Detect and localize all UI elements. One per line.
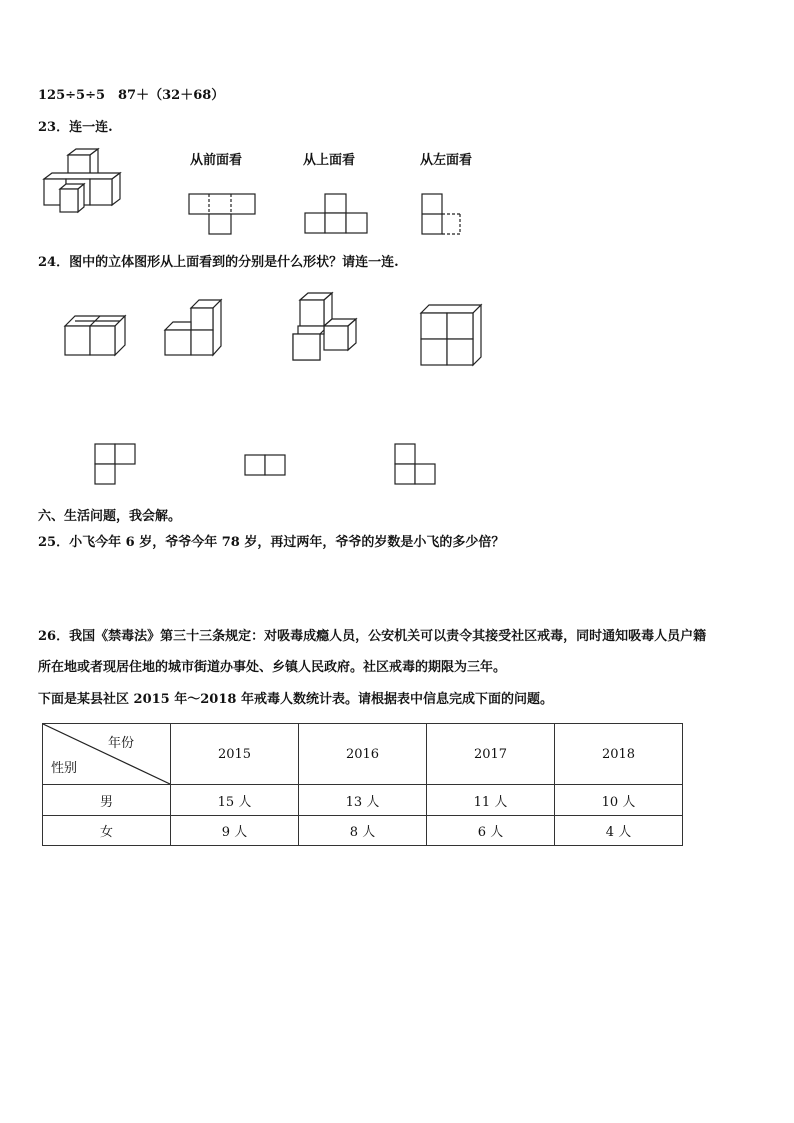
section-6-heading: 六、生活问题，我会解。: [38, 509, 182, 524]
table-cell: 15 人: [171, 785, 299, 816]
table-row: [43, 816, 683, 846]
row-label: 男: [43, 785, 171, 816]
corner-label-year: 年份: [107, 736, 134, 751]
q24-top-view-1: [93, 442, 137, 486]
q26-line-1: 26．我国《禁毒法》第三十三条规定：对吸毒成瘾人员，公安机关可以责令其接受社区戒毒，同时通知吸毒人员户籍: [38, 629, 707, 644]
q23-view-front: [187, 192, 257, 237]
table-cell: 13 人: [299, 785, 427, 816]
table-cell: 9 人: [171, 816, 299, 846]
q23-view-top: [303, 192, 369, 237]
view-label-left: 从左面看: [420, 153, 473, 168]
q24-solid-1: [63, 310, 129, 358]
table-cell: 8 人: [299, 816, 427, 846]
view-label-top: 从上面看: [303, 153, 356, 168]
q26-line-2: 所在地或者现居住地的城市街道办事处、乡镇人民政府。社区戒毒的期限为三年。: [38, 660, 507, 675]
q24-title: 24．图中的立体图形从上面看到的分别是什么形状？请连一连.: [38, 255, 399, 270]
year-header: 2015: [171, 724, 299, 785]
year-header: 2016: [299, 724, 427, 785]
q24-solid-2: [163, 296, 225, 358]
table-cell: 4 人: [555, 816, 683, 846]
table-corner-cell: [43, 724, 171, 785]
q25-text: 25．小飞今年 6 岁，爷爷今年 78 岁，再过两年，爷爷的岁数是小飞的多少倍？: [38, 535, 505, 550]
year-header: 2018: [555, 724, 683, 785]
row-label: 女: [43, 816, 171, 846]
table-cell: 11 人: [427, 785, 555, 816]
q23-view-left: [420, 192, 464, 237]
q26-line-3: 下面是某县社区 2015 年～2018 年戒毒人数统计表。请根据表中信息完成下面的问题。: [38, 692, 553, 707]
q24-top-view-2: [243, 453, 287, 477]
table-cell: 6 人: [427, 816, 555, 846]
header-expression: 125÷5÷5 87＋（32＋68）: [38, 88, 225, 103]
year-header: 2017: [427, 724, 555, 785]
q23-solid-figure: [40, 145, 140, 220]
table-row: [43, 785, 683, 816]
table-header-row: [43, 724, 683, 785]
q23-title: 23．连一连.: [38, 120, 113, 135]
corner-label-gender: 性别: [51, 761, 78, 776]
q24-solid-4: [419, 301, 485, 367]
view-label-front: 从前面看: [190, 153, 243, 168]
table-cell: 10 人: [555, 785, 683, 816]
q24-solid-3: [290, 290, 362, 362]
q24-top-view-3: [393, 442, 437, 486]
statistics-table: [42, 723, 683, 846]
